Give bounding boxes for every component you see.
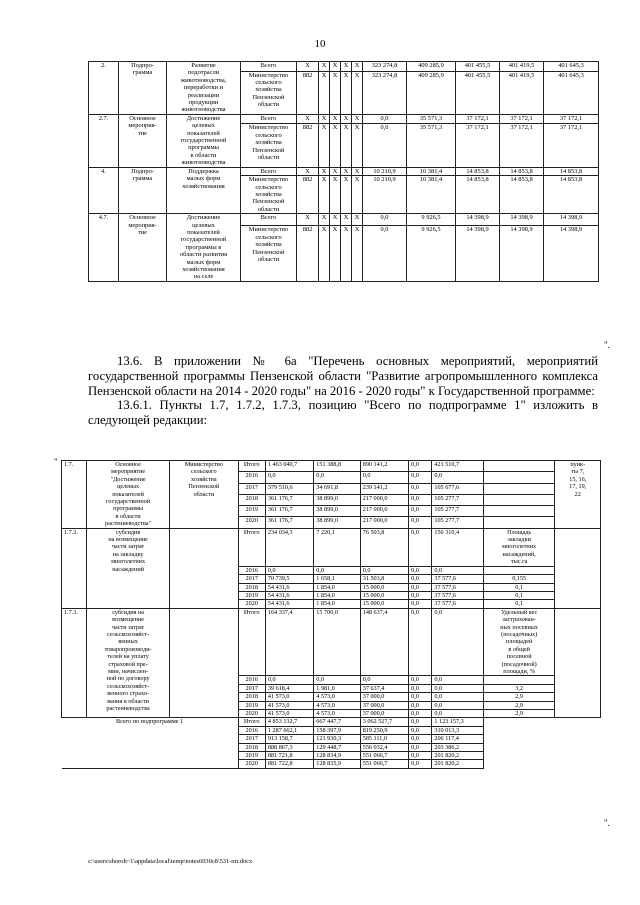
value-cell: 0,0	[409, 693, 432, 701]
value-cell: 323 274,8	[363, 71, 407, 114]
x-cell: X	[330, 226, 341, 281]
value-cell: 4 573,0	[314, 701, 360, 709]
value-cell: 0,0	[314, 566, 360, 574]
x-cell: X	[352, 62, 363, 72]
x-cell: X	[352, 167, 363, 175]
value-cell: 421 510,7	[432, 461, 483, 472]
value-cell: 9 926,5	[407, 214, 456, 226]
value-cell: 881 721,8	[265, 752, 313, 760]
row-name: Достижение целевых показателей государственной программы в области животноводства	[167, 114, 241, 167]
total-label: Всего по подпрограмме 1	[62, 718, 239, 768]
x-cell: X	[319, 71, 330, 114]
value-cell: 551 066,7	[360, 760, 408, 768]
row-type: Подпро- грамма	[119, 167, 167, 213]
indicator-value	[483, 483, 555, 494]
value-cell: 9 926,5	[407, 226, 456, 281]
value-cell: 0,0	[432, 701, 483, 709]
value-cell: 14 398,9	[456, 226, 500, 281]
value-cell: 0,0	[314, 676, 360, 684]
value-cell: 4 573,0	[314, 710, 360, 718]
value-cell: 3 062 527,7	[360, 718, 408, 726]
x-cell: X	[330, 176, 341, 214]
value-cell: 54 431,6	[265, 600, 313, 608]
value-cell: 37 172,1	[500, 124, 544, 167]
value-cell: 128 835,9	[314, 760, 360, 768]
value-cell: 409 285,9	[407, 62, 456, 72]
value-cell: 14 398,9	[544, 226, 599, 281]
table-row	[89, 167, 599, 175]
x-cell: X	[341, 62, 352, 72]
x-cell: X	[330, 214, 341, 226]
year-cell: 2016	[238, 676, 265, 684]
value-cell: 0,0	[409, 718, 432, 726]
indicator-value	[483, 494, 555, 505]
x-cell: X	[330, 62, 341, 72]
value-cell: 41 573,0	[265, 693, 313, 701]
indicator-value	[483, 472, 555, 483]
value-cell: 37 172,1	[544, 124, 599, 167]
year-cell: 2016	[238, 566, 265, 574]
value-cell: 0,0	[432, 566, 483, 574]
value-cell: 35 571,3	[407, 114, 456, 124]
responsible-cell: Министерство сельского хозяйства Пензенской области	[241, 176, 297, 214]
value-cell: 0,0	[314, 472, 360, 483]
indicator-value	[483, 676, 555, 684]
value-cell: 15 000,0	[360, 591, 408, 599]
year-cell: Итого	[238, 461, 265, 472]
indicator-value	[483, 517, 555, 528]
value-cell: 14 853,8	[456, 167, 500, 175]
row-number: 4.7.	[89, 214, 119, 282]
open-quote-2: "	[54, 457, 58, 467]
value-cell: 819 250,9	[360, 726, 408, 734]
value-cell: 0,0	[360, 676, 408, 684]
value-cell: 888 867,3	[265, 743, 313, 751]
year-cell: 2017	[238, 575, 265, 583]
year-cell: 2019	[238, 591, 265, 599]
value-cell: 0,0	[409, 684, 432, 692]
value-cell: 234 034,3	[265, 528, 313, 566]
value-cell: 37 172,1	[544, 114, 599, 124]
value-cell: 10 210,9	[363, 167, 407, 175]
value-cell: 201 820,2	[432, 760, 483, 768]
item-name: Основное мероприятие "Достижение целевых показателей государственной программы в области растениеводства"	[87, 461, 170, 529]
year-cell: 2019	[238, 506, 265, 517]
value-cell: 31 503,8	[360, 575, 408, 583]
value-cell: 551 066,7	[360, 752, 408, 760]
value-cell: 1 287 662,1	[265, 726, 313, 734]
value-cell: 41 573,0	[265, 701, 313, 709]
value-cell: 0,0	[409, 701, 432, 709]
note-cell	[555, 608, 601, 718]
value-cell: 0,0	[409, 608, 432, 676]
value-cell: 0,0	[265, 676, 313, 684]
value-cell: 164 337,4	[265, 608, 313, 676]
item-number: 1.7.3.	[62, 608, 87, 718]
value-cell: 148 637,4	[360, 608, 408, 676]
responsible-cell: Министерство сельского хозяйства Пензенской области	[241, 124, 297, 167]
value-cell: 0,0	[432, 608, 483, 676]
indicator-value	[483, 566, 555, 574]
value-cell: 217 000,0	[360, 506, 408, 517]
row-type: Основное мероприя- тие	[119, 114, 167, 167]
value-cell: 41 573,0	[265, 710, 313, 718]
value-cell: 4 853 132,7	[265, 718, 313, 726]
value-cell: 38 899,0	[314, 494, 360, 505]
year-cell: 2017	[238, 735, 265, 743]
x-cell: X	[341, 167, 352, 175]
paragraph-13-6: 13.6. В приложении № 6а "Перечень основных мероприятий, мероприятий государственной программы Пензенской области "Развитие агропромышленного комплекса Пензенской области на 2014 - 2020 годы" на 2016 - 2020 годы" к Государственной программе:	[88, 354, 598, 398]
x-cell: X	[341, 214, 352, 226]
value-cell: 0,0	[432, 710, 483, 718]
value-cell: 0,0	[409, 743, 432, 751]
x-cell: X	[352, 71, 363, 114]
responsible-cell: Всего	[241, 62, 297, 72]
x-cell: X	[319, 226, 330, 281]
value-cell: 38 899,0	[314, 517, 360, 528]
x-cell: X	[352, 114, 363, 124]
value-cell: 76 503,8	[360, 528, 408, 566]
indicator-value: 2,9	[483, 693, 555, 701]
value-cell: 667 447,7	[314, 718, 360, 726]
item-number: 1.7.	[62, 461, 87, 529]
value-cell: 0,0	[363, 214, 407, 226]
value-cell: 0,0	[409, 600, 432, 608]
year-cell: Итого	[238, 608, 265, 676]
value-cell: 158 397,9	[314, 726, 360, 734]
value-cell: 1 854,0	[314, 583, 360, 591]
x-cell: X	[341, 176, 352, 214]
value-cell: 206 117,4	[432, 735, 483, 743]
value-cell: 0,0	[360, 566, 408, 574]
responsible-cell: Министерство сельского хозяйства Пензенской области	[241, 226, 297, 281]
value-cell: 217 000,0	[360, 517, 408, 528]
value-cell: 54 431,6	[265, 583, 313, 591]
value-cell: 0,0	[363, 226, 407, 281]
value-cell: 105 277,7	[432, 517, 483, 528]
paragraph-13-6-1: 13.6.1. Пункты 1.7, 1.7.2, 1.7.3, позицию "Всего по подпрограмме 1" изложить в следующей редакции:	[88, 398, 598, 428]
value-cell: 0,0	[409, 566, 432, 574]
value-cell: 0,0	[409, 494, 432, 505]
value-cell: 14 853,8	[456, 176, 500, 214]
value-cell: 105 277,7	[432, 494, 483, 505]
table-row	[89, 214, 599, 226]
value-cell: 0,0	[409, 591, 432, 599]
value-cell: 14 853,8	[544, 176, 599, 214]
responsible-cell: Всего	[241, 214, 297, 226]
value-cell: 128 834,9	[314, 752, 360, 760]
table-row	[62, 608, 601, 676]
year-cell: 2018	[238, 583, 265, 591]
value-cell: 105 277,7	[432, 506, 483, 517]
value-cell: 10 381,4	[407, 176, 456, 214]
value-cell: 35 571,3	[407, 124, 456, 167]
value-cell: 14 853,8	[500, 167, 544, 175]
value-cell: 1 854,0	[314, 591, 360, 599]
x-cell: X	[352, 226, 363, 281]
x-cell: X	[330, 71, 341, 114]
value-cell: 217 000,0	[360, 494, 408, 505]
value-cell: 1 981,0	[314, 684, 360, 692]
value-cell: 0,0	[409, 583, 432, 591]
total-row	[62, 718, 601, 726]
row-type: Основное мероприя- тие	[119, 214, 167, 282]
responsible-cell	[169, 528, 238, 608]
value-cell: 409 285,9	[407, 71, 456, 114]
x-cell: X	[341, 114, 352, 124]
value-cell: 121 930,3	[314, 735, 360, 743]
code-cell: X	[297, 214, 319, 226]
value-cell: 401 455,5	[456, 71, 500, 114]
indicator-cell: Удельный вес застрахован- ных посевных (посадочных) площадей в общей посевной (посадочной) площади, %	[483, 608, 555, 676]
value-cell: 37 172,1	[456, 114, 500, 124]
code-cell: 882	[297, 71, 319, 114]
x-cell: X	[319, 214, 330, 226]
value-cell: 556 032,4	[360, 743, 408, 751]
value-cell: 310 013,3	[432, 726, 483, 734]
code-cell: 882	[297, 226, 319, 281]
responsible-cell: Всего	[241, 167, 297, 175]
value-cell: 201 820,2	[432, 752, 483, 760]
value-cell: 0,0	[409, 676, 432, 684]
value-cell: 15 000,0	[360, 583, 408, 591]
x-cell: X	[341, 71, 352, 114]
value-cell: 0,0	[409, 752, 432, 760]
value-cell: 0,0	[432, 684, 483, 692]
bottom-table	[61, 460, 601, 769]
value-cell: 39 618,4	[265, 684, 313, 692]
responsible-cell: Всего	[241, 114, 297, 124]
value-cell: 0,0	[432, 472, 483, 483]
value-cell: 1 854,0	[314, 600, 360, 608]
table-row	[89, 62, 599, 72]
value-cell: 37 577,6	[432, 600, 483, 608]
x-cell: X	[352, 124, 363, 167]
value-cell: 401 419,5	[500, 62, 544, 72]
x-cell: X	[319, 114, 330, 124]
value-cell: 129 448,7	[314, 743, 360, 751]
value-cell: 14 398,9	[500, 214, 544, 226]
value-cell: 379 510,6	[265, 483, 313, 494]
value-cell: 14 398,9	[456, 214, 500, 226]
value-cell: 1 123 157,3	[432, 718, 483, 726]
year-cell: Итого	[238, 718, 265, 726]
value-cell: 54 431,6	[265, 591, 313, 599]
value-cell: 401 645,3	[544, 62, 599, 72]
value-cell: 150 310,4	[432, 528, 483, 566]
year-cell: 2020	[238, 517, 265, 528]
value-cell: 0,0	[363, 114, 407, 124]
value-cell: 0,0	[409, 528, 432, 566]
value-cell: 0,0	[409, 461, 432, 472]
indicator-value: 3,2	[483, 684, 555, 692]
value-cell: 15 000,0	[360, 600, 408, 608]
value-cell: 323 274,8	[363, 62, 407, 72]
code-cell: 882	[297, 176, 319, 214]
code-cell: 882	[297, 124, 319, 167]
end-quote-2: ".	[604, 818, 610, 828]
value-cell: 361 176,7	[265, 506, 313, 517]
code-cell: X	[297, 167, 319, 175]
page-number: 10	[314, 38, 326, 50]
value-cell: 0,0	[363, 124, 407, 167]
value-cell: 151 388,8	[314, 461, 360, 472]
value-cell: 361 176,7	[265, 494, 313, 505]
indicator-value: 0,1	[483, 600, 555, 608]
value-cell: 0,0	[432, 693, 483, 701]
year-cell: 2020	[238, 760, 265, 768]
year-cell: 2020	[238, 600, 265, 608]
year-cell: 2017	[238, 483, 265, 494]
value-cell: 401 645,3	[544, 71, 599, 114]
item-name: субсидия на возмещение части затрат на закладку многолетних насаждений	[87, 528, 170, 608]
table-row	[89, 114, 599, 124]
value-cell: 0,0	[409, 517, 432, 528]
row-type: Подпро- грамма	[119, 62, 167, 115]
value-cell: 38 899,0	[314, 506, 360, 517]
table-row	[62, 461, 601, 472]
row-name: Развитие подотрасли животноводства, переработки и реализации продукции животноводства	[167, 62, 241, 115]
value-cell: 239 141,2	[360, 483, 408, 494]
value-cell: 0,0	[409, 483, 432, 494]
value-cell: 0,0	[409, 472, 432, 483]
value-cell: 401 419,5	[500, 71, 544, 114]
value-cell: 0,0	[409, 760, 432, 768]
value-cell: 1 463 040,7	[265, 461, 313, 472]
item-number: 1.7.2.	[62, 528, 87, 608]
table-row	[62, 528, 601, 566]
year-cell: 2020	[238, 710, 265, 718]
footer-file-path: c:\users\shoroh~1\appdata\local\temp\notes6030c8\531-пп.docx	[88, 858, 253, 865]
x-cell: X	[352, 214, 363, 226]
x-cell: X	[319, 62, 330, 72]
x-cell: X	[319, 176, 330, 214]
year-cell: 2019	[238, 752, 265, 760]
value-cell: 10 210,9	[363, 176, 407, 214]
top-table	[88, 61, 599, 282]
value-cell: 881 722,8	[265, 760, 313, 768]
x-cell: X	[319, 124, 330, 167]
value-cell: 0,0	[265, 566, 313, 574]
code-cell: X	[297, 62, 319, 72]
value-cell: 37 577,6	[432, 575, 483, 583]
value-cell: 585 111,0	[360, 735, 408, 743]
value-cell: 0,0	[265, 472, 313, 483]
value-cell: 70 739,5	[265, 575, 313, 583]
value-cell: 34 691,8	[314, 483, 360, 494]
x-cell: X	[352, 176, 363, 214]
x-cell: X	[330, 114, 341, 124]
year-cell: 2018	[238, 693, 265, 701]
value-cell: 361 176,7	[265, 517, 313, 528]
x-cell: X	[330, 167, 341, 175]
year-cell: 2017	[238, 684, 265, 692]
value-cell: 14 398,9	[500, 226, 544, 281]
indicator-value: 0,1	[483, 591, 555, 599]
responsible-cell: Министерство сельского хозяйства Пензенской области	[169, 461, 238, 529]
value-cell: 0,0	[360, 472, 408, 483]
value-cell: 401 455,5	[456, 62, 500, 72]
year-cell: 2018	[238, 743, 265, 751]
x-cell: X	[341, 226, 352, 281]
value-cell: 37 577,6	[432, 591, 483, 599]
year-cell: Итого	[238, 528, 265, 566]
x-cell: X	[319, 167, 330, 175]
indicator-value	[483, 461, 555, 472]
value-cell: 14 853,8	[500, 176, 544, 214]
indicator-value	[483, 506, 555, 517]
x-cell: X	[330, 124, 341, 167]
value-cell: 913 158,7	[265, 735, 313, 743]
year-cell: 2018	[238, 494, 265, 505]
value-cell: 890 141,2	[360, 461, 408, 472]
responsible-cell	[169, 608, 238, 718]
amendment-heading	[88, 354, 598, 428]
value-cell: 0,0	[409, 506, 432, 517]
value-cell: 37 577,6	[432, 583, 483, 591]
value-cell: 37 637,4	[360, 684, 408, 692]
value-cell: 4 573,0	[314, 693, 360, 701]
value-cell: 0,0	[432, 676, 483, 684]
value-cell: 1 658,1	[314, 575, 360, 583]
item-name: субсидия на возмещение части затрат сельскохозяйст- венных товаропроизводи- телей на уплату страховой пре- мии, начислен- ной по договору сельскохозяйст- венного страхо- вания в области растениеводства	[87, 608, 170, 718]
value-cell: 0,0	[409, 726, 432, 734]
indicator-value: 0,155	[483, 575, 555, 583]
x-cell: X	[341, 124, 352, 167]
value-cell: 37 000,0	[360, 710, 408, 718]
value-cell: 37 000,0	[360, 701, 408, 709]
code-cell: X	[297, 114, 319, 124]
row-number: 2.7.	[89, 114, 119, 167]
value-cell: 37 000,0	[360, 693, 408, 701]
row-number: 4.	[89, 167, 119, 213]
responsible-cell: Министерство сельского хозяйства Пензенской области	[241, 71, 297, 114]
value-cell: 15 700,0	[314, 608, 360, 676]
row-number: 2.	[89, 62, 119, 115]
note-cell	[555, 528, 601, 608]
indicator-value: 0,1	[483, 583, 555, 591]
row-name: Достижение целевых показателей государственной программы в области развития малых форм хозяйствования на селе	[167, 214, 241, 282]
value-cell: 10 381,4	[407, 167, 456, 175]
row-name: Поддержка малых форм хозяйствования	[167, 167, 241, 213]
year-cell: 2016	[238, 726, 265, 734]
end-quote-1: ".	[604, 340, 610, 350]
value-cell: 0,0	[409, 710, 432, 718]
value-cell: 7 220,1	[314, 528, 360, 566]
value-cell: 37 172,1	[456, 124, 500, 167]
indicator-value: 2,9	[483, 710, 555, 718]
year-cell: 2019	[238, 701, 265, 709]
indicator-cell: Площадь закладки многолетних насаждений, тыс.га	[483, 528, 555, 566]
value-cell: 14 853,8	[544, 167, 599, 175]
year-cell: 2016	[238, 472, 265, 483]
value-cell: 14 398,9	[544, 214, 599, 226]
value-cell: 105 677,6	[432, 483, 483, 494]
value-cell: 0,0	[409, 735, 432, 743]
value-cell: 203 386,2	[432, 743, 483, 751]
indicator-value: 2,9	[483, 701, 555, 709]
value-cell: 0,0	[409, 575, 432, 583]
value-cell: 37 172,1	[500, 114, 544, 124]
note-cell: пунк- ты 7, 15, 16, 17, 19, 22	[555, 461, 601, 529]
